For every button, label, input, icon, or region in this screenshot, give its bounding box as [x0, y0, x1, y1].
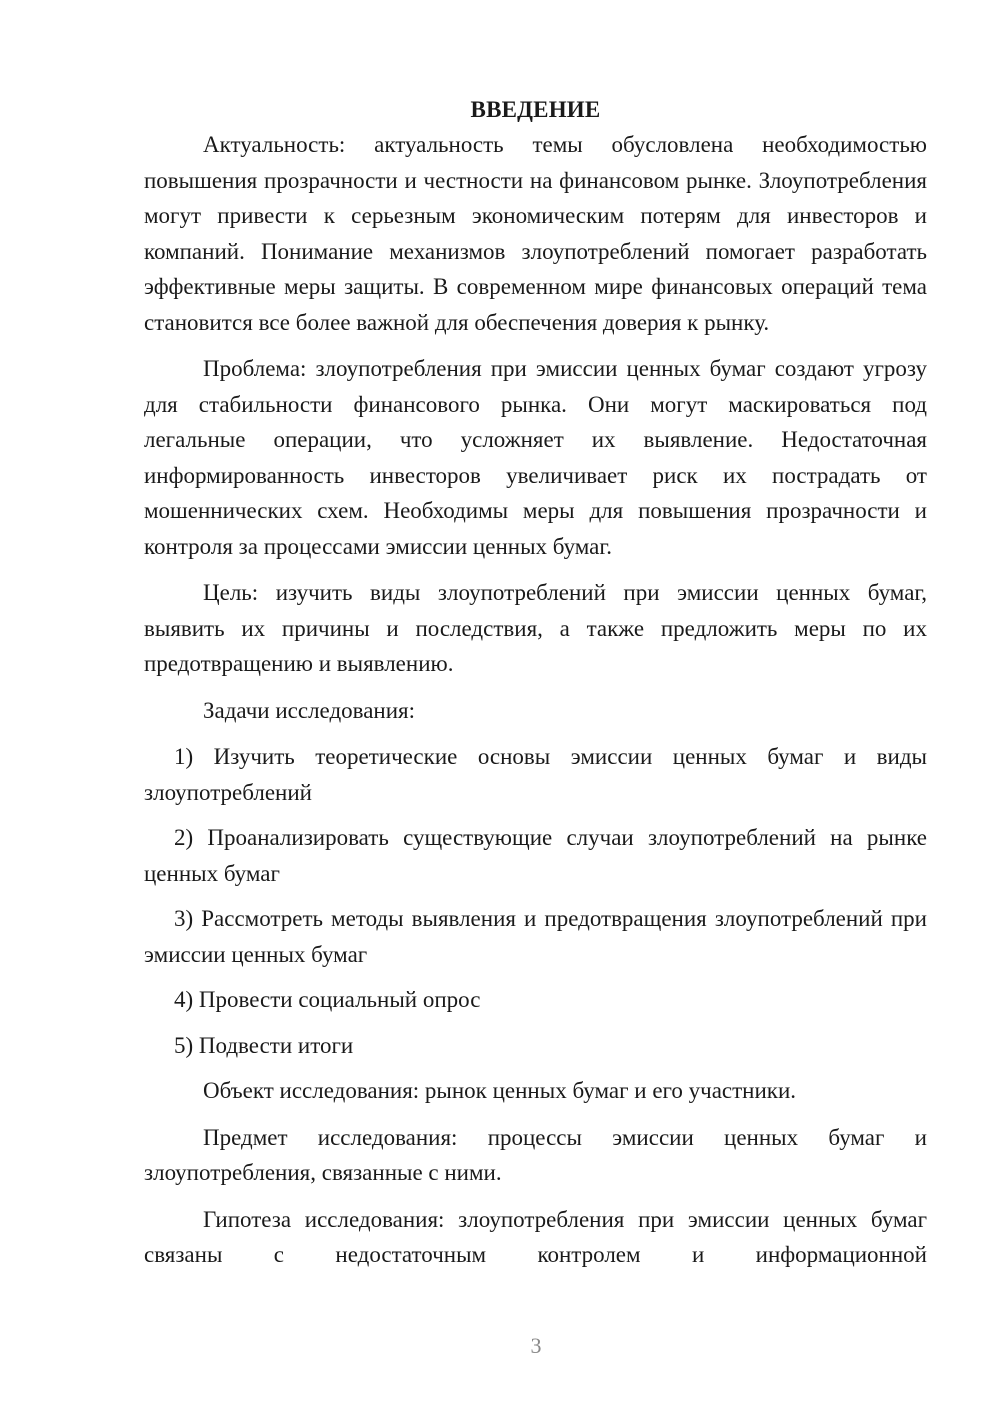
paragraph-subject: Предмет исследования: процессы эмиссии ценных бумаг и злоупотребления, связанные с ними. — [144, 1124, 927, 1185]
task-item-1: 1) Изучить теоретические основы эмиссии ценных бумаг и виды злоупотреблений — [144, 744, 927, 805]
paragraph-hypothesis: Гипотеза исследования: злоупотребления при эмиссии ценных бумаг связаны с недостаточным контролем и информационной — [144, 1206, 927, 1267]
paragraph-problem: Проблема: злоупотребления при эмиссии ценных бумаг создают угрозу для стабильности финансового рынка. Они могут маскироваться под легальные операции, что усложняет их выявление. Недостаточная информированность инвесторов увеличивает риск их пострадать от мошеннических схем. Необходимы меры для повышения прозрачности и контроля за процессами эмиссии ценных бумаг. — [144, 356, 927, 559]
paragraph-relevance: Актуальность: актуальность темы обусловлена необходимостью повышения прозрачности и честности на финансовом рынке. Злоупотребления могут привести к серьезным экономическим потерям для инвесторов и компаний. Понимание механизмов злоупотреблений помогает разработать эффективные меры защиты. В современном мире финансовых операций тема становится все более важной для обеспечения доверия к рынку. — [144, 132, 927, 335]
paragraph-goal: Цель: изучить виды злоупотреблений при эмиссии ценных бумаг, выявить их причины и последствия, а также предложить меры по их предотвращению и выявлению. — [144, 580, 927, 676]
task-item-4: 4) Провести социальный опрос — [174, 987, 481, 1012]
task-item-2: 2) Проанализировать существующие случаи злоупотреблений на рынке ценных бумаг — [144, 825, 927, 886]
page-number: 3 — [530, 1333, 542, 1358]
paragraph-object: Объект исследования: рынок ценных бумаг и его участники. — [203, 1078, 797, 1103]
page-body — [144, 92, 927, 1284]
page-title: ВВЕДЕНИЕ — [470, 97, 601, 122]
task-item-5: 5) Подвести итоги — [174, 1032, 354, 1058]
tasks-heading: Задачи исследования: — [203, 697, 416, 723]
task-item-3: 3) Рассмотреть методы выявления и предотвращения злоупотреблений при эмиссии ценных бумаг — [144, 906, 927, 967]
